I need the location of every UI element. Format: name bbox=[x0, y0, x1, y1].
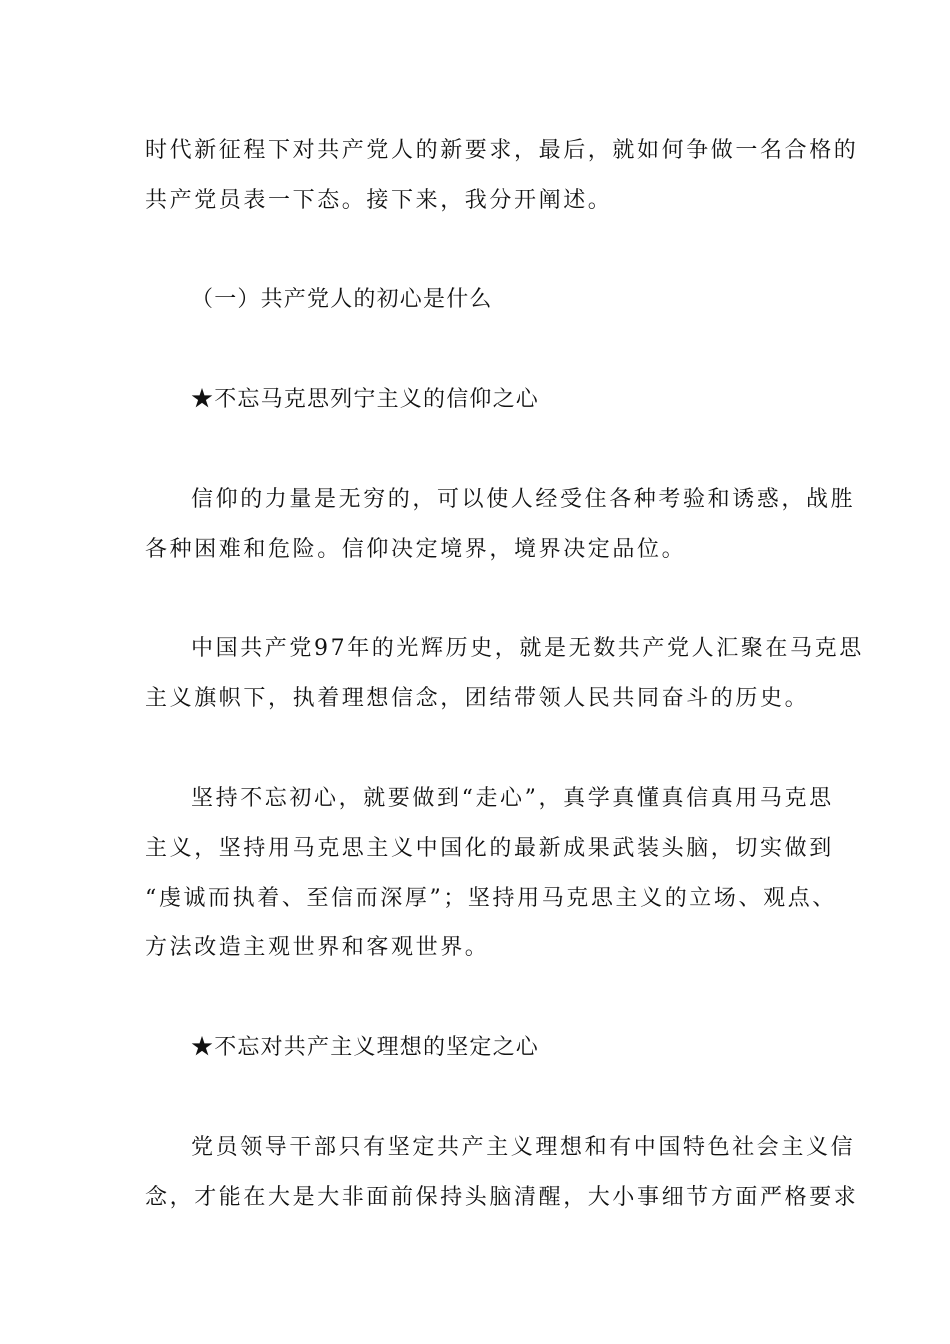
paragraph-intro-line-1: 时代新征程下对共产党人的新要求，最后，就如何争做一名合格的 bbox=[145, 138, 859, 163]
subheading-faith: ★不忘马克思列宁主义的信仰之心 bbox=[191, 387, 540, 412]
paragraph-heart-line-3: “虔诚而执着、至信而深厚”；坚持用马克思主义的立场、观点、 bbox=[145, 886, 837, 911]
paragraph-intro-line-2: 共产党员表一下态。接下来，我分开阐述。 bbox=[145, 188, 613, 213]
subheading-ideal: ★不忘对共产主义理想的坚定之心 bbox=[191, 1035, 540, 1060]
paragraph-leaders-line-1: 党员领导干部只有坚定共产主义理想和有中国特色社会主义信 bbox=[191, 1135, 856, 1160]
paragraph-history-line-1: 中国共产党97年的光辉历史，就是无数共产党人汇聚在马克思 bbox=[191, 636, 864, 661]
paragraph-heart-line-1: 坚持不忘初心，就要做到“走心”，真学真懂真信真用马克思 bbox=[191, 786, 834, 811]
paragraph-faith-line-2: 各种困难和危险。信仰决定境界，境界决定品位。 bbox=[145, 537, 687, 562]
paragraph-leaders-line-2: 念，才能在大是大非面前保持头脑清醒，大小事细节方面严格要求 bbox=[145, 1185, 859, 1210]
paragraph-heart-line-4: 方法改造主观世界和客观世界。 bbox=[145, 935, 490, 960]
paragraph-history-line-2: 主义旗帜下，执着理想信念，团结带领人民共同奋斗的历史。 bbox=[145, 686, 810, 711]
paragraph-heart-line-2: 主义，坚持用马克思主义中国化的最新成果武装头脑，切实做到 bbox=[145, 836, 834, 861]
section-heading: （一）共产党人的初心是什么 bbox=[191, 287, 493, 312]
paragraph-faith-line-1: 信仰的力量是无穷的，可以使人经受住各种考验和诱惑，战胜 bbox=[191, 487, 856, 512]
